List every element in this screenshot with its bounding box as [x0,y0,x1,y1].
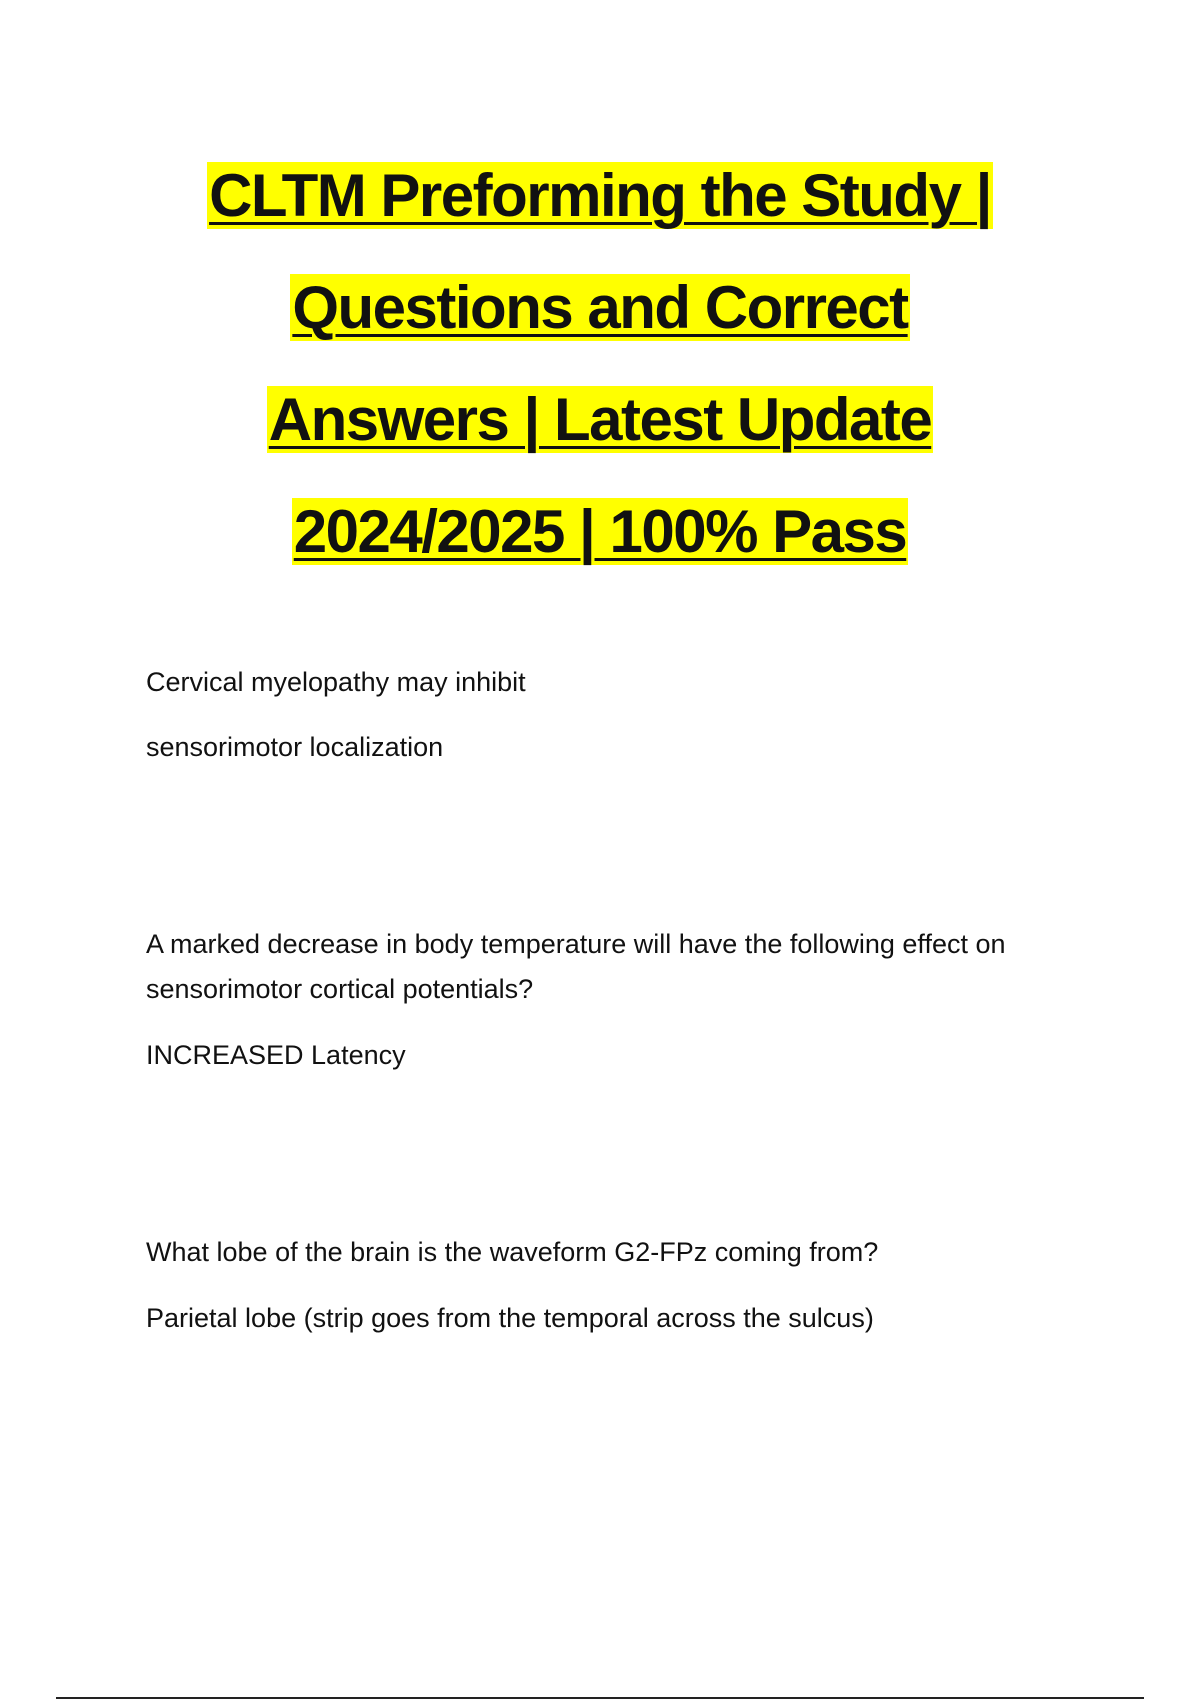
footer-divider [56,1697,1144,1699]
title-line: Questions and Correct [292,274,908,341]
title-line: 2024/2025 | 100% Pass [293,498,907,565]
question-text: A marked decrease in body temperature will have the following effect on sensorimotor cortical potentials? [146,929,1006,1004]
question-text: Cervical myelopathy may inhibit [146,667,526,697]
document-title [0,140,1200,588]
title-line: CLTM Preforming the Study | [209,162,991,229]
title-line: Answers | Latest Update [268,386,932,453]
answer-text: Parietal lobe (strip goes from the temporal across the sulcus) [146,1303,874,1333]
answer-text: sensorimotor localization [146,732,444,762]
question-text: What lobe of the brain is the waveform G2-FPz coming from? [146,1237,879,1267]
answer-text: INCREASED Latency [146,1040,406,1070]
